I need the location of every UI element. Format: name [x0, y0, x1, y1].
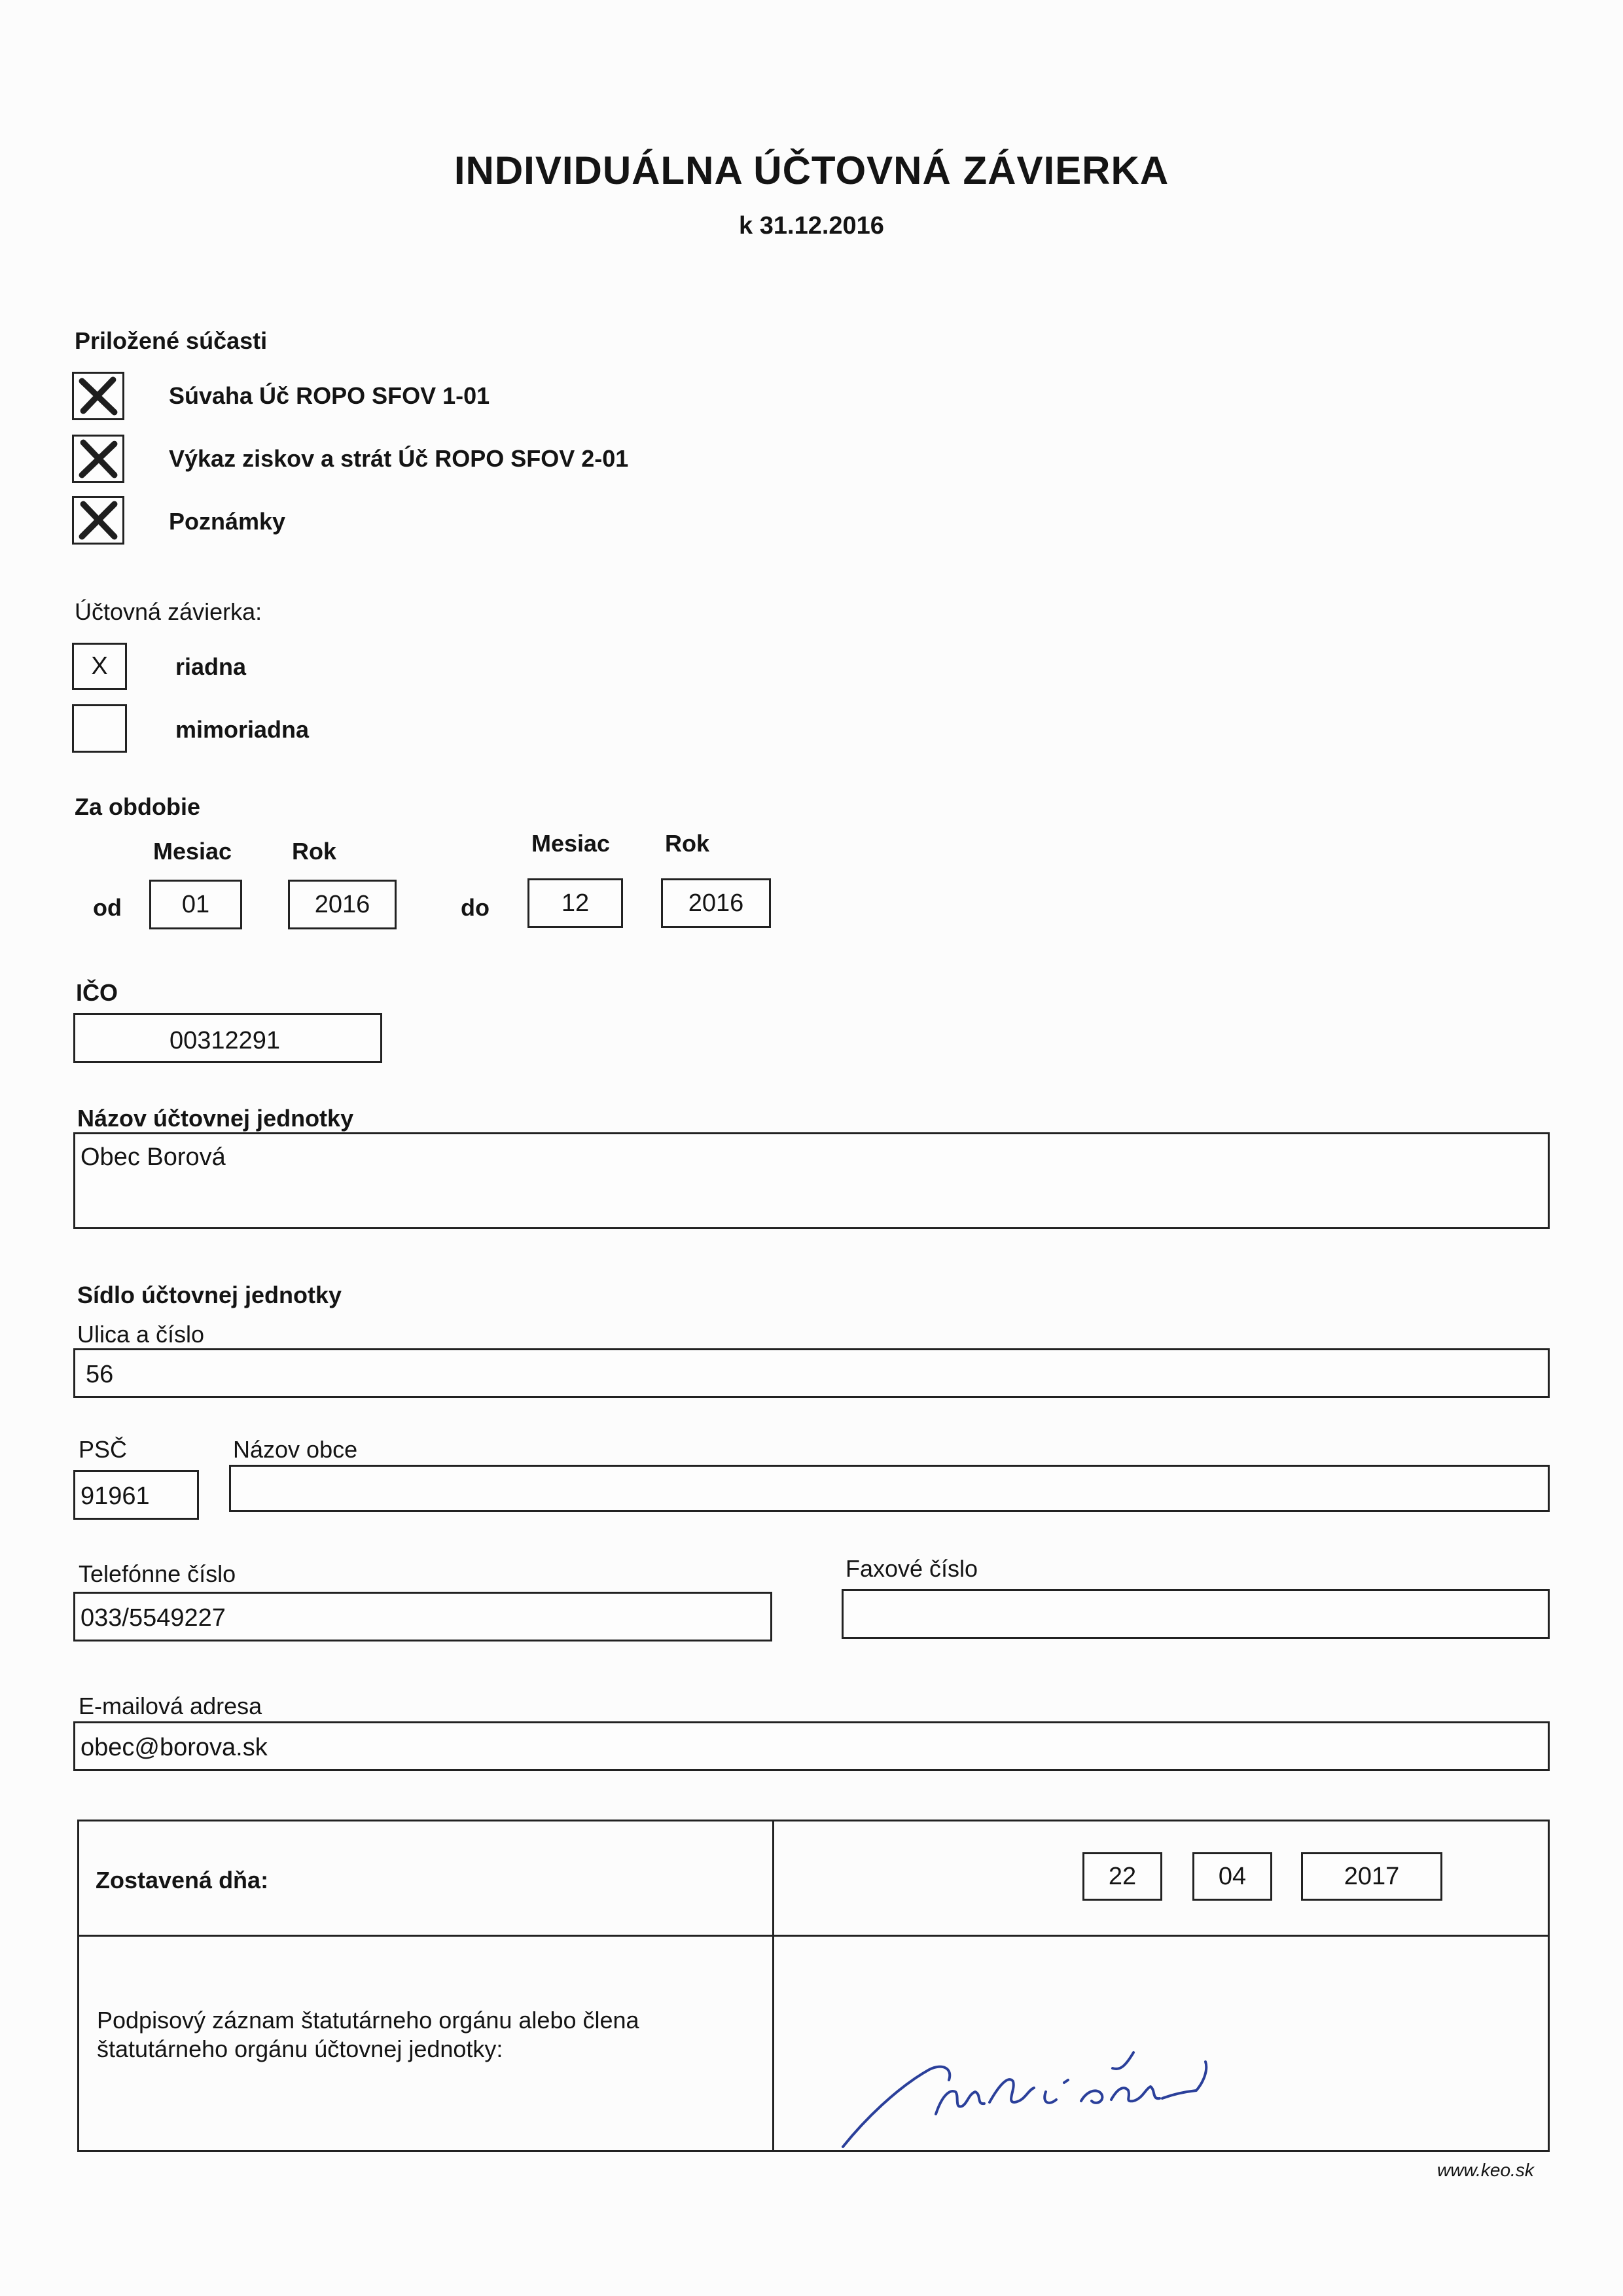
- period-to-month-field[interactable]: 12: [527, 878, 623, 928]
- period-from-month-field[interactable]: 01: [149, 880, 242, 929]
- component-label-poznamky: Poznámky: [169, 508, 286, 535]
- period-to-year-label: Rok: [665, 830, 710, 857]
- street-value: 56: [86, 1361, 114, 1388]
- statement-type-heading: Účtovná závierka:: [75, 598, 262, 625]
- phone-label: Telefónne číslo: [79, 1560, 236, 1587]
- psc-value: 91961: [80, 1482, 150, 1510]
- handwritten-x-icon: [78, 500, 118, 541]
- handwritten-signature: [838, 2029, 1257, 2153]
- ico-label: IČO: [76, 979, 118, 1006]
- period-to-year-field[interactable]: 2016: [661, 878, 771, 928]
- period-from-label: od: [93, 894, 122, 921]
- email-value: obec@borova.sk: [80, 1734, 268, 1761]
- period-to-month-label: Mesiac: [531, 830, 611, 857]
- email-field[interactable]: [73, 1721, 1550, 1771]
- component-label-suvaha: Súvaha Úč ROPO SFOV 1-01: [169, 382, 490, 409]
- compiled-day-field[interactable]: 22: [1082, 1852, 1162, 1901]
- ico-value: 00312291: [169, 1027, 281, 1054]
- statement-type-label-riadna: riadna: [175, 653, 247, 680]
- fax-label: Faxové číslo: [846, 1555, 978, 1582]
- signature-label-line2: štatutárneho orgánu účtovnej jednotky:: [97, 2036, 503, 2062]
- checkbox-poznamky[interactable]: [72, 496, 124, 545]
- email-label: E-mailová adresa: [79, 1693, 262, 1719]
- footer-site-link[interactable]: www.keo.sk: [1437, 2160, 1534, 2180]
- table-vertical-divider: [772, 1820, 774, 2152]
- table-horizontal-divider: [77, 1935, 1550, 1937]
- compiled-month-field[interactable]: 04: [1192, 1852, 1272, 1901]
- psc-label: PSČ: [79, 1436, 128, 1463]
- phone-value: 033/5549227: [80, 1604, 226, 1632]
- fax-field[interactable]: [842, 1589, 1550, 1639]
- period-heading: Za obdobie: [75, 793, 200, 820]
- handwritten-x-icon: [78, 439, 118, 479]
- checkbox-vykaz[interactable]: [72, 435, 124, 483]
- signature-label-line1: Podpisový záznam štatutárneho orgánu alebo člena: [97, 2007, 639, 2034]
- checkbox-suvaha[interactable]: [72, 372, 124, 420]
- handwritten-x-icon: [78, 376, 118, 416]
- signature-drawing: [838, 2029, 1257, 2153]
- entity-name-field[interactable]: [73, 1132, 1550, 1229]
- period-to-label: do: [461, 894, 490, 921]
- entity-name-value: Obec Borová: [80, 1143, 226, 1171]
- period-from-month-label: Mesiac: [153, 838, 232, 865]
- period-from-year-field[interactable]: 2016: [288, 880, 397, 929]
- page-title: INDIVIDUÁLNA ÚČTOVNÁ ZÁVIERKA: [454, 149, 1169, 192]
- page-subtitle-date: k 31.12.2016: [739, 212, 884, 240]
- city-field[interactable]: [229, 1465, 1550, 1512]
- entity-name-label: Názov účtovnej jednotky: [77, 1105, 354, 1132]
- statement-type-label-mimoriadna: mimoriadna: [175, 716, 310, 743]
- ico-field[interactable]: [73, 1013, 382, 1063]
- compiled-year-field[interactable]: 2017: [1301, 1852, 1442, 1901]
- component-label-vykaz: Výkaz ziskov a strát Úč ROPO SFOV 2-01: [169, 445, 629, 472]
- address-heading: Sídlo účtovnej jednotky: [77, 1282, 342, 1308]
- phone-field[interactable]: [73, 1592, 772, 1641]
- psc-field[interactable]: [73, 1470, 199, 1520]
- period-from-year-label: Rok: [292, 838, 337, 865]
- street-label: Ulica a číslo: [77, 1321, 205, 1348]
- street-field[interactable]: [73, 1348, 1550, 1398]
- checkbox-mimoriadna[interactable]: [72, 704, 127, 753]
- city-label: Názov obce: [233, 1436, 358, 1463]
- compiled-label: Zostavená dňa:: [96, 1867, 269, 1893]
- checkbox-riadna[interactable]: X: [72, 643, 127, 690]
- components-heading: Priložené súčasti: [75, 327, 268, 354]
